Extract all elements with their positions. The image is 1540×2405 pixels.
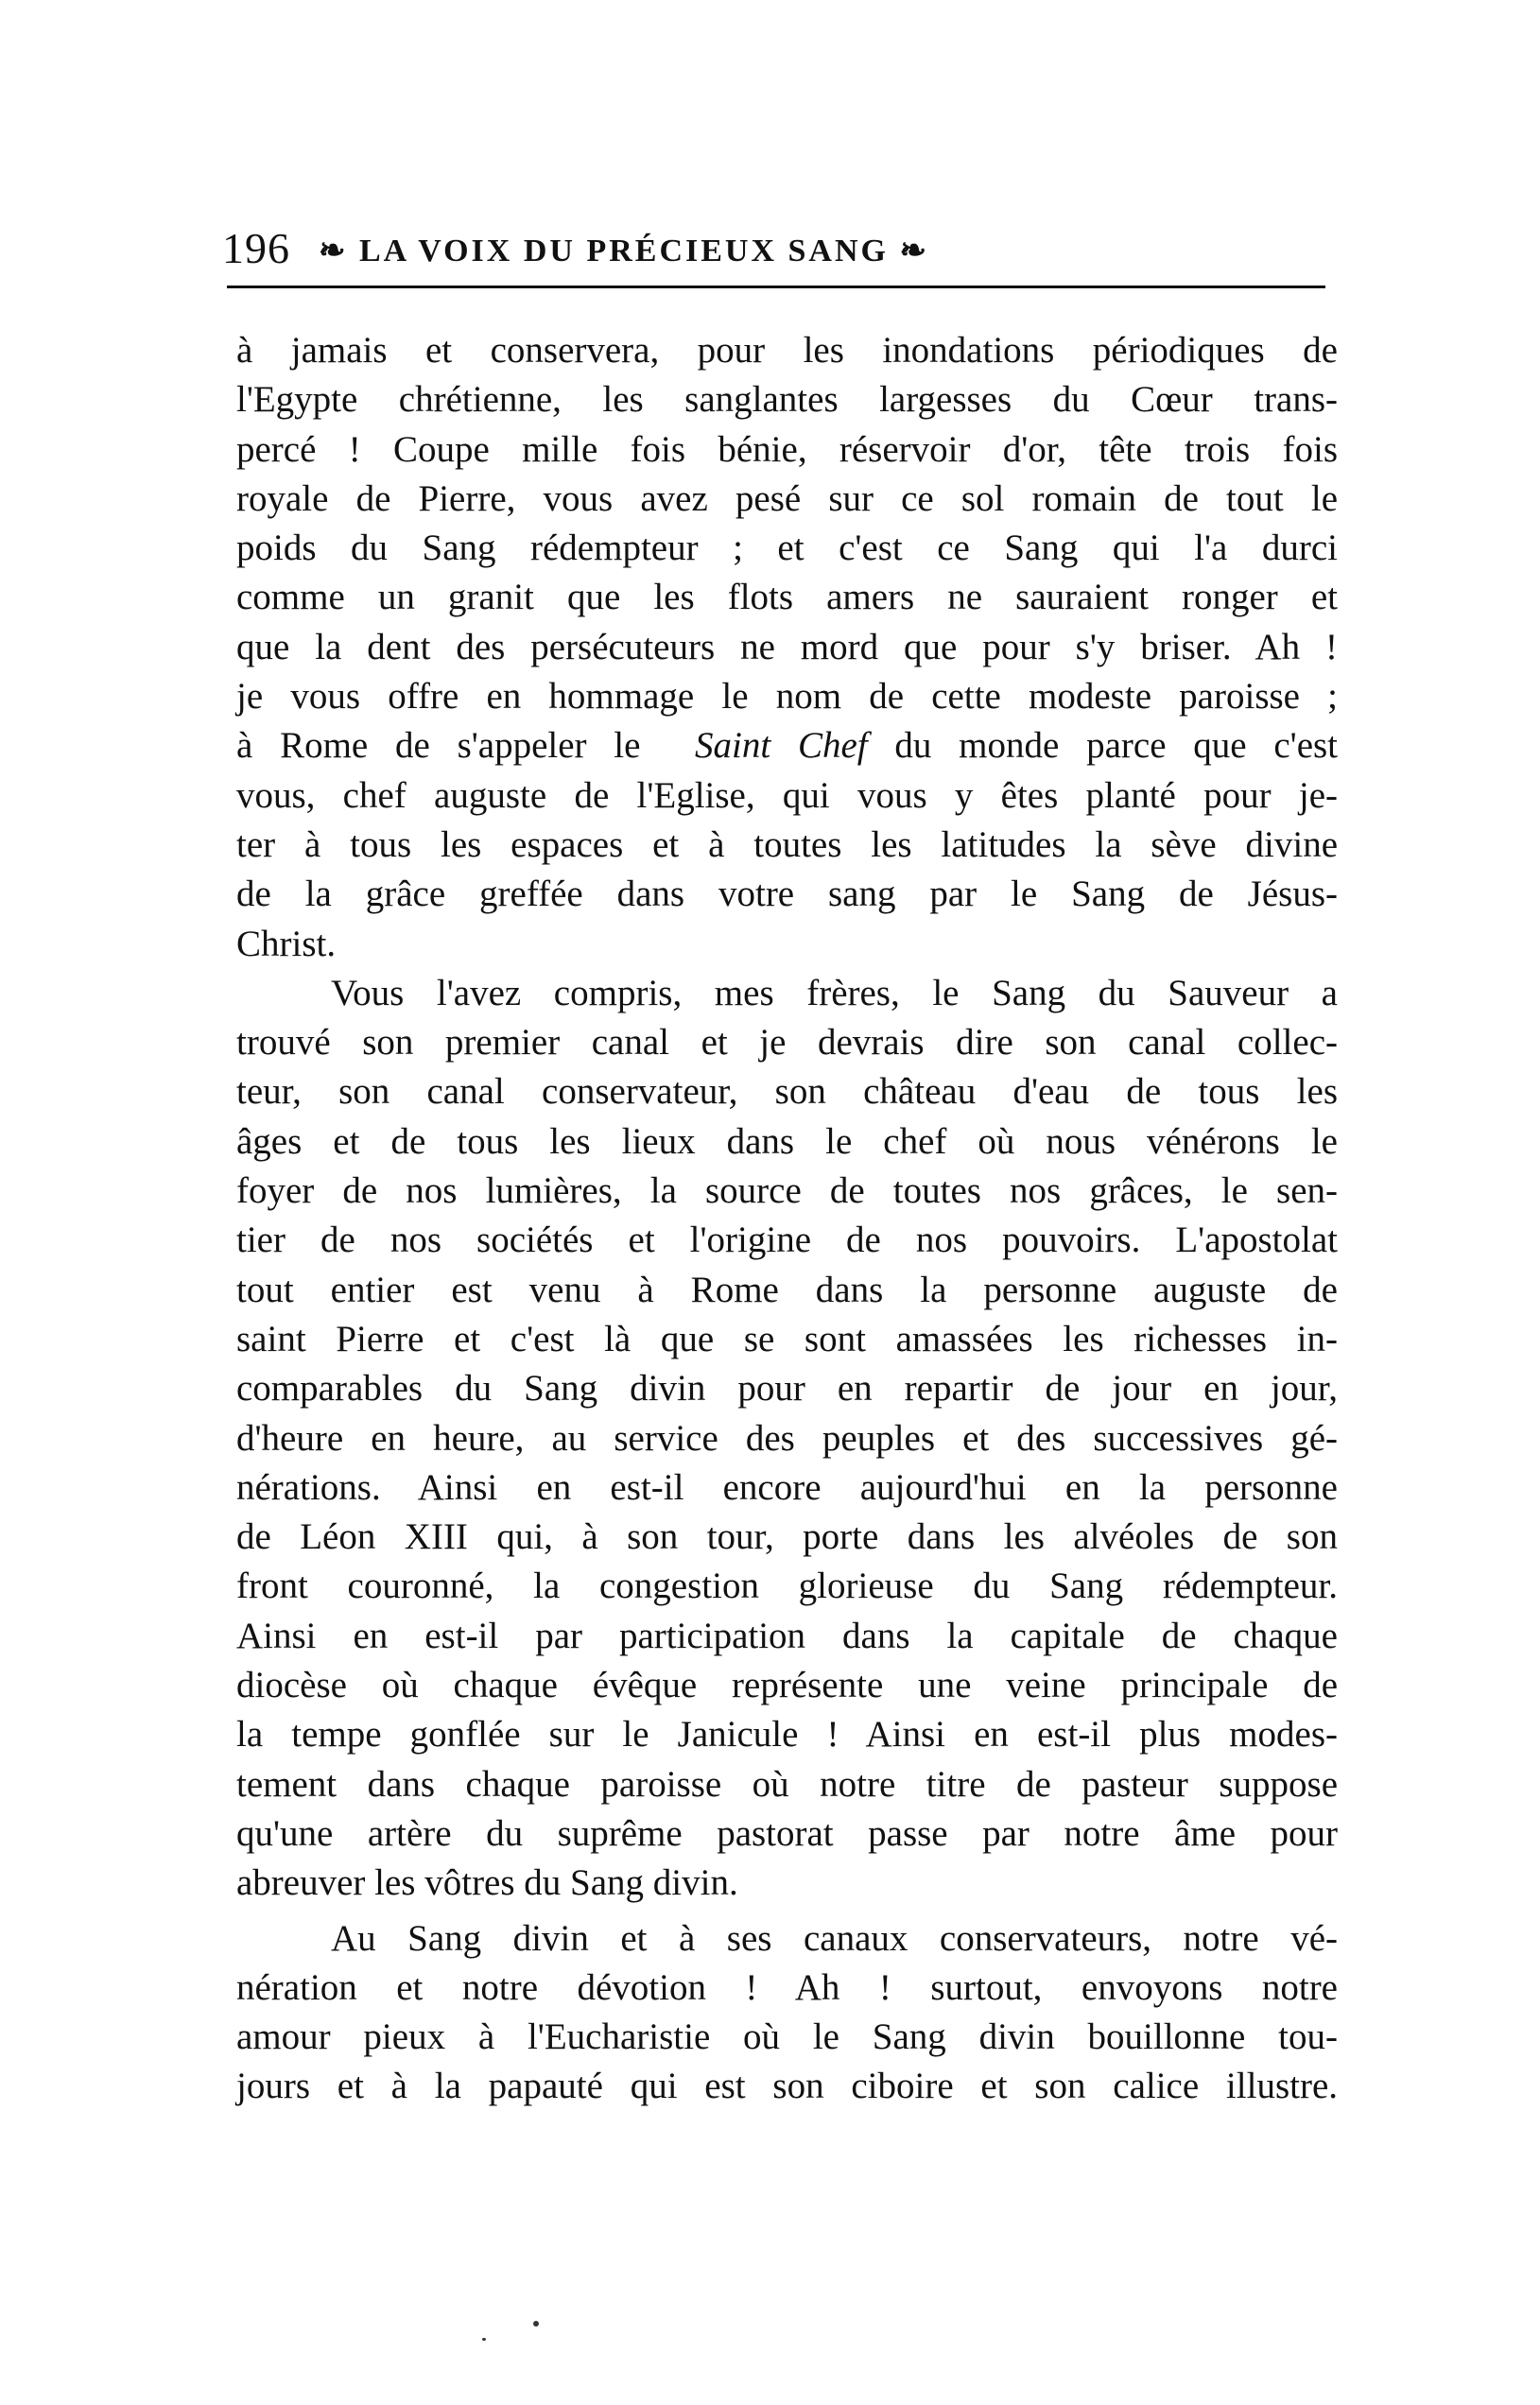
- text-line: comparables du Sang divin pour en repartir de jour en jour,: [236, 1368, 1338, 1410]
- text-line: poids du Sang rédempteur ; et c'est ce Sang qui l'a durci: [236, 528, 1338, 569]
- text-segment: à Rome de s'appeler le: [236, 725, 641, 767]
- text-line: que la dent des persécuteurs ne mord que pour s'y briser. Ah !: [236, 626, 1338, 667]
- text-line: trouvé son premier canal et je devrais dire son canal collec-: [236, 1022, 1338, 1064]
- text-line: nération et notre dévotion ! Ah ! surtout, envoyons notre: [236, 1966, 1338, 2008]
- italic-phrase: Saint Chef: [695, 725, 868, 767]
- page-number: 196: [222, 224, 290, 272]
- text-line: vous, chef auguste de l'Eglise, qui vous y êtes planté pour je-: [236, 774, 1338, 816]
- paragraph-start: Vous l'avez compris, mes frères, le Sang du Sauveur a: [331, 972, 1338, 1013]
- running-head: [222, 216, 1328, 272]
- text-line: à jamais et conservera, pour les inondations périodiques de: [236, 330, 1338, 371]
- text-line: diocèse où chaque évêque représente une veine principale de: [236, 1665, 1338, 1706]
- text-line: jours et à la papauté qui est son ciboire et son calice illustre.: [236, 2066, 1338, 2107]
- text-line: de Léon XIII qui, à son tour, porte dans les alvéoles de son: [236, 1516, 1338, 1558]
- speck: [482, 2338, 486, 2341]
- text-line: âges et de tous les lieux dans le chef où nous vénérons le: [236, 1120, 1338, 1162]
- text-line: saint Pierre et c'est là que se sont amassées les richesses in-: [236, 1318, 1338, 1359]
- text-line: l'Egypte chrétienne, les sanglantes largesses du Cœur trans-: [236, 379, 1338, 421]
- print-specks: [482, 2321, 539, 2349]
- text-line: de la grâce greffée dans votre sang par le Sang de Jésus-: [236, 874, 1338, 915]
- text-line: comme un granit que les flots amers ne sauraient ronger et: [236, 577, 1338, 618]
- text-line-with-italic: [236, 721, 1338, 770]
- text-line: abreuver les vôtres du Sang divin.: [236, 1862, 738, 1904]
- paragraph-start: Au Sang divin et à ses canaux conservateurs, notre vé-: [331, 1917, 1338, 1959]
- text-line: royale de Pierre, vous avez pesé sur ce sol romain de tout le: [236, 477, 1338, 519]
- text-line: foyer de nos lumières, la source de toutes nos grâces, le sen-: [236, 1170, 1338, 1212]
- text-line: Christ.: [236, 923, 337, 964]
- text-line: tement dans chaque paroisse où notre titre de pasteur suppose: [236, 1763, 1338, 1805]
- text-line: d'heure en heure, au service des peuples et des successives gé-: [236, 1417, 1338, 1459]
- speck: [533, 2321, 539, 2327]
- text-line: percé ! Coupe mille fois bénie, réservoir d'or, tête trois fois: [236, 428, 1338, 470]
- text-segment: du monde parce que c'est: [894, 725, 1339, 767]
- text-line: nérations. Ainsi en est-il encore aujourd'hui en la personne: [236, 1466, 1338, 1508]
- header-rule: [227, 285, 1325, 288]
- text-line: la tempe gonflée sur le Janicule ! Ainsi en est-il plus modes-: [236, 1714, 1338, 1756]
- text-line: teur, son canal conservateur, son château d'eau de tous les: [236, 1071, 1338, 1113]
- text-line: tout entier est venu à Rome dans la personne auguste de: [236, 1269, 1338, 1310]
- text-line: je vous offre en hommage le nom de cette modeste paroisse ;: [236, 676, 1338, 718]
- text-line: Ainsi en est-il par participation dans la capitale de chaque: [236, 1615, 1338, 1656]
- text-line: ter à tous les espaces et à toutes les latitudes la sève divine: [236, 823, 1338, 865]
- text-line: tier de nos sociétés et l'origine de nos pouvoirs. L'apostolat: [236, 1220, 1338, 1261]
- text-line: qu'une artère du suprême pastorat passe par notre âme pour: [236, 1812, 1338, 1854]
- text-line: amour pieux à l'Eucharistie où le Sang divin bouillonne tou-: [236, 2016, 1338, 2058]
- body-text: [236, 326, 1338, 2112]
- text-line: front couronné, la congestion glorieuse du Sang rédempteur.: [236, 1566, 1338, 1607]
- running-title: ❧ LA VOIX DU PRÉCIEUX SANG ❧: [319, 234, 929, 268]
